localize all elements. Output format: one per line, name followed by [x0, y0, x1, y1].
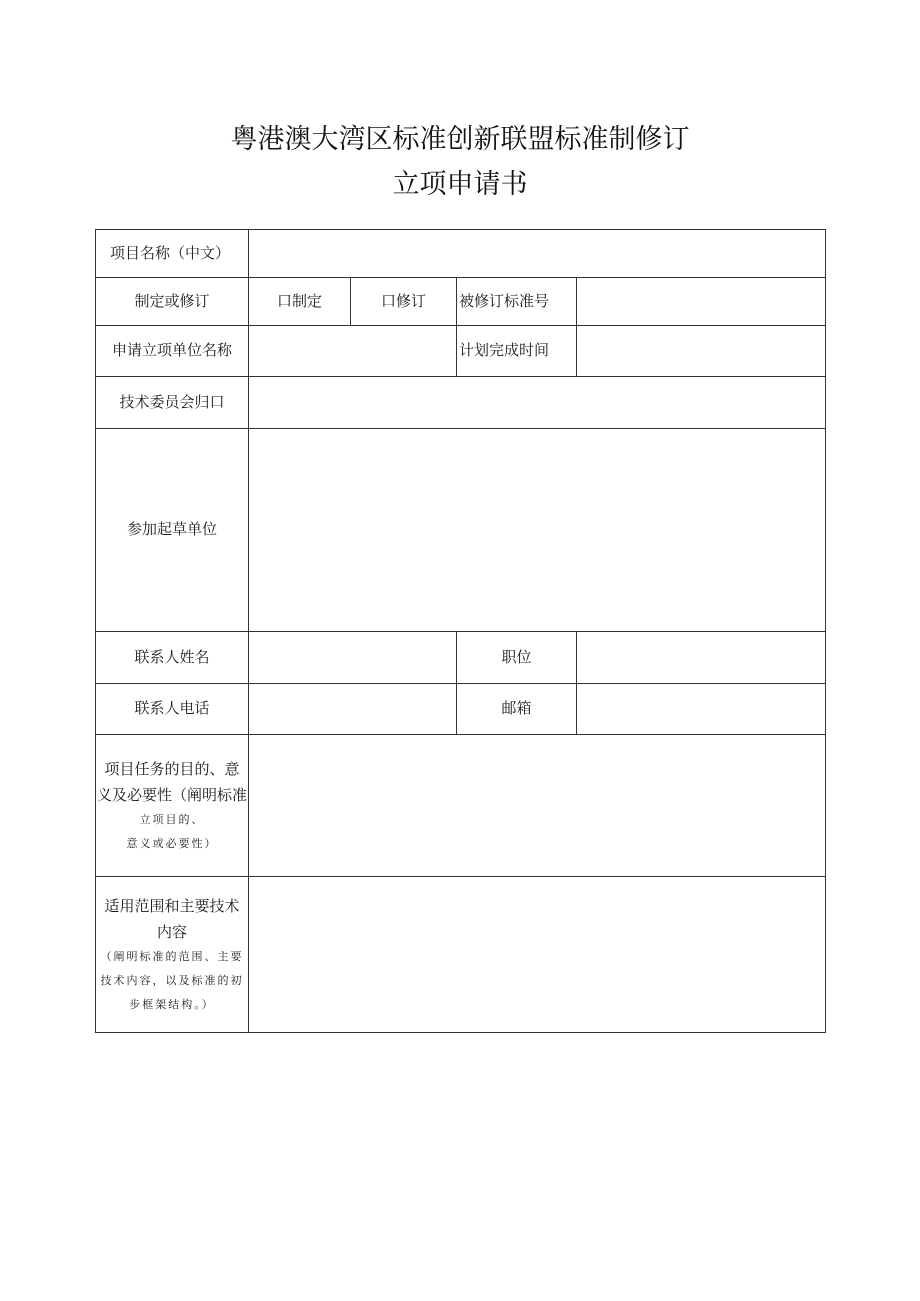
document-title-line2: 立项申请书: [392, 169, 528, 200]
contact-phone-label: 联系人电话: [96, 684, 249, 735]
row-type: [96, 278, 826, 326]
option-enact-checkbox[interactable]: 口制定: [249, 278, 351, 326]
contact-name-field[interactable]: [249, 632, 457, 684]
position-label: 职位: [457, 632, 577, 684]
revised-std-no-field[interactable]: [577, 278, 826, 326]
row-contact-phone: [96, 684, 826, 735]
document-title-line1: 粤港澳大湾区标准创新联盟标准制修订: [230, 124, 690, 155]
purpose-label-line2: 义及必要性（阐明标准: [96, 785, 247, 804]
type-label: 制定或修订: [96, 278, 249, 326]
planned-completion-label: 计划完成时间: [457, 326, 577, 377]
scope-label: [96, 877, 249, 1033]
applicant-label: 申请立项单位名称: [96, 326, 249, 377]
scope-label-line2: 内容: [156, 922, 187, 941]
position-field[interactable]: [577, 632, 826, 684]
drafting-units-label: 参加起草单位: [96, 429, 249, 632]
scope-label-line3: （阐明标准的范围、主要: [100, 949, 244, 963]
project-name-label: 项目名称（中文）: [96, 230, 249, 278]
purpose-label-line4: 意义或必要性）: [126, 836, 218, 850]
planned-completion-field[interactable]: [577, 326, 826, 377]
row-scope: [96, 877, 826, 1033]
application-form-table: [95, 229, 826, 1033]
email-label: 邮箱: [457, 684, 577, 735]
option-revise-checkbox[interactable]: 口修订: [351, 278, 457, 326]
committee-field[interactable]: [249, 377, 826, 429]
contact-name-label: 联系人姓名: [96, 632, 249, 684]
purpose-label: [96, 735, 249, 877]
committee-label: 技术委员会归口: [96, 377, 249, 429]
purpose-label-line1: 项目任务的目的、意: [104, 759, 240, 778]
scope-label-line4: 技术内容，以及标准的初: [100, 973, 244, 987]
drafting-units-field[interactable]: [249, 429, 826, 632]
row-drafting-units: [96, 429, 826, 632]
email-field[interactable]: [577, 684, 826, 735]
row-purpose: [96, 735, 826, 877]
row-applicant: [96, 326, 826, 377]
scope-label-line5: 步框架结构。）: [129, 997, 215, 1011]
row-committee: [96, 377, 826, 429]
scope-field[interactable]: [249, 877, 826, 1033]
project-name-field[interactable]: [249, 230, 826, 278]
scope-label-line1: 适用范围和主要技术: [104, 896, 240, 915]
revised-std-no-label: 被修订标准号: [457, 278, 577, 326]
contact-phone-field[interactable]: [249, 684, 457, 735]
purpose-field[interactable]: [249, 735, 826, 877]
row-project-name: [96, 230, 826, 278]
applicant-field[interactable]: [249, 326, 457, 377]
row-contact-name: [96, 632, 826, 684]
purpose-label-line3: 立项目的、: [139, 812, 205, 826]
